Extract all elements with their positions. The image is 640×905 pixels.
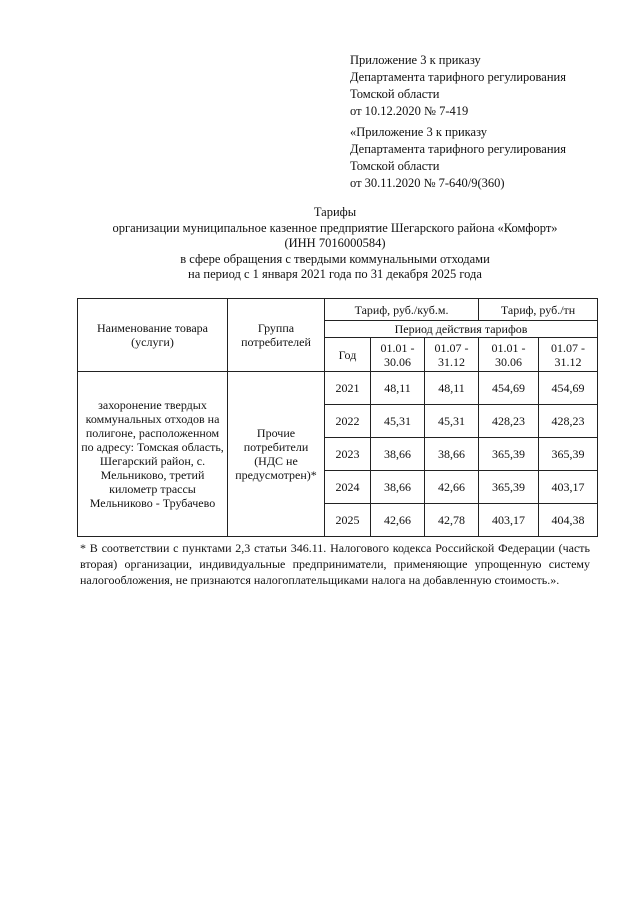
tariff-cell: 45,31 [371, 405, 425, 438]
header-tariff-m3: Тариф, руб./куб.м. [325, 299, 479, 321]
header-product: Наименование товара (услуги) [78, 299, 228, 372]
tariff-cell: 365,39 [479, 471, 539, 504]
tariff-cell: 42,78 [425, 504, 479, 537]
title-line: в сфере обращения с твердыми коммунальными отходами [180, 251, 490, 266]
year-cell: 2024 [325, 471, 371, 504]
year-cell: 2023 [325, 438, 371, 471]
appendix-2-line: Департамента тарифного регулирования [350, 142, 566, 156]
table-row [78, 372, 598, 405]
tariff-cell: 454,69 [479, 372, 539, 405]
appendix-1-line: от 10.12.2020 № 7-419 [350, 104, 469, 118]
document-title [60, 205, 610, 283]
appendix-1-line: Приложение 3 к приказу [350, 53, 481, 67]
header-tariff-ton: Тариф, руб./тн [479, 299, 598, 321]
header-period-first-half: 01.01 - 30.06 [371, 338, 425, 372]
tariff-cell: 403,17 [539, 471, 598, 504]
tariff-cell: 42,66 [425, 471, 479, 504]
appendix-reference-2 [350, 124, 566, 192]
tariff-cell: 42,66 [371, 504, 425, 537]
title-line: (ИНН 7016000584) [284, 236, 386, 250]
tariff-cell: 38,66 [371, 438, 425, 471]
tariff-cell: 48,11 [425, 372, 479, 405]
appendix-reference-1 [350, 52, 566, 120]
appendix-2-line: «Приложение 3 к приказу [350, 125, 488, 139]
footnote: * В соответствии с пунктами 2,3 статьи 346.11. Налогового кодекса Российской Федерации (часть вторая) организации, индивидуальные предприниматели, применяющие упрощенную систему налогообложения, не признаются налогоплательщиками налога на добавленную стоимость.». [80, 541, 590, 587]
year-cell: 2021 [325, 372, 371, 405]
appendix-1-line: Департамента тарифного регулирования [350, 70, 566, 84]
tariff-cell: 38,66 [371, 471, 425, 504]
header-period-second-half: 01.07 - 31.12 [539, 338, 598, 372]
tariff-cell: 428,23 [479, 405, 539, 438]
year-cell: 2022 [325, 405, 371, 438]
title-line: Тарифы [313, 205, 357, 219]
appendix-2-line: Томской области [350, 159, 440, 173]
tariff-cell: 428,23 [539, 405, 598, 438]
tariff-cell: 454,69 [539, 372, 598, 405]
appendix-2-line: от 30.11.2020 № 7-640/9(360) [350, 176, 505, 190]
tariff-cell: 365,39 [479, 438, 539, 471]
year-cell: 2025 [325, 504, 371, 537]
tariff-cell: 403,17 [479, 504, 539, 537]
consumer-group-cell: Прочие потребители (НДС не предусмотрен)* [228, 372, 325, 537]
product-name-cell: захоронение твердых коммунальных отходов на полигоне, расположенном по адресу: Томская область, Шегарский район, с. Мельниково, третий километр трассы Мельниково - Трубачево [78, 372, 228, 537]
tariff-cell: 365,39 [539, 438, 598, 471]
header-period-first-half: 01.01 - 30.06 [479, 338, 539, 372]
header-validity-period: Период действия тарифов [325, 321, 598, 338]
tariff-cell: 38,66 [425, 438, 479, 471]
header-year: Год [325, 338, 371, 372]
tariff-cell: 48,11 [371, 372, 425, 405]
tariff-table [77, 298, 598, 537]
header-period-second-half: 01.07 - 31.12 [425, 338, 479, 372]
appendix-1-line: Томской области [350, 87, 440, 101]
tariff-cell: 404,38 [539, 504, 598, 537]
tariff-cell: 45,31 [425, 405, 479, 438]
header-consumer-group: Группа потребителей [228, 299, 325, 372]
title-line: организации муниципальное казенное предприятие Шегарского района «Комфорт» [112, 220, 558, 235]
title-line: на период с 1 января 2021 года по 31 декабря 2025 года [188, 267, 482, 281]
